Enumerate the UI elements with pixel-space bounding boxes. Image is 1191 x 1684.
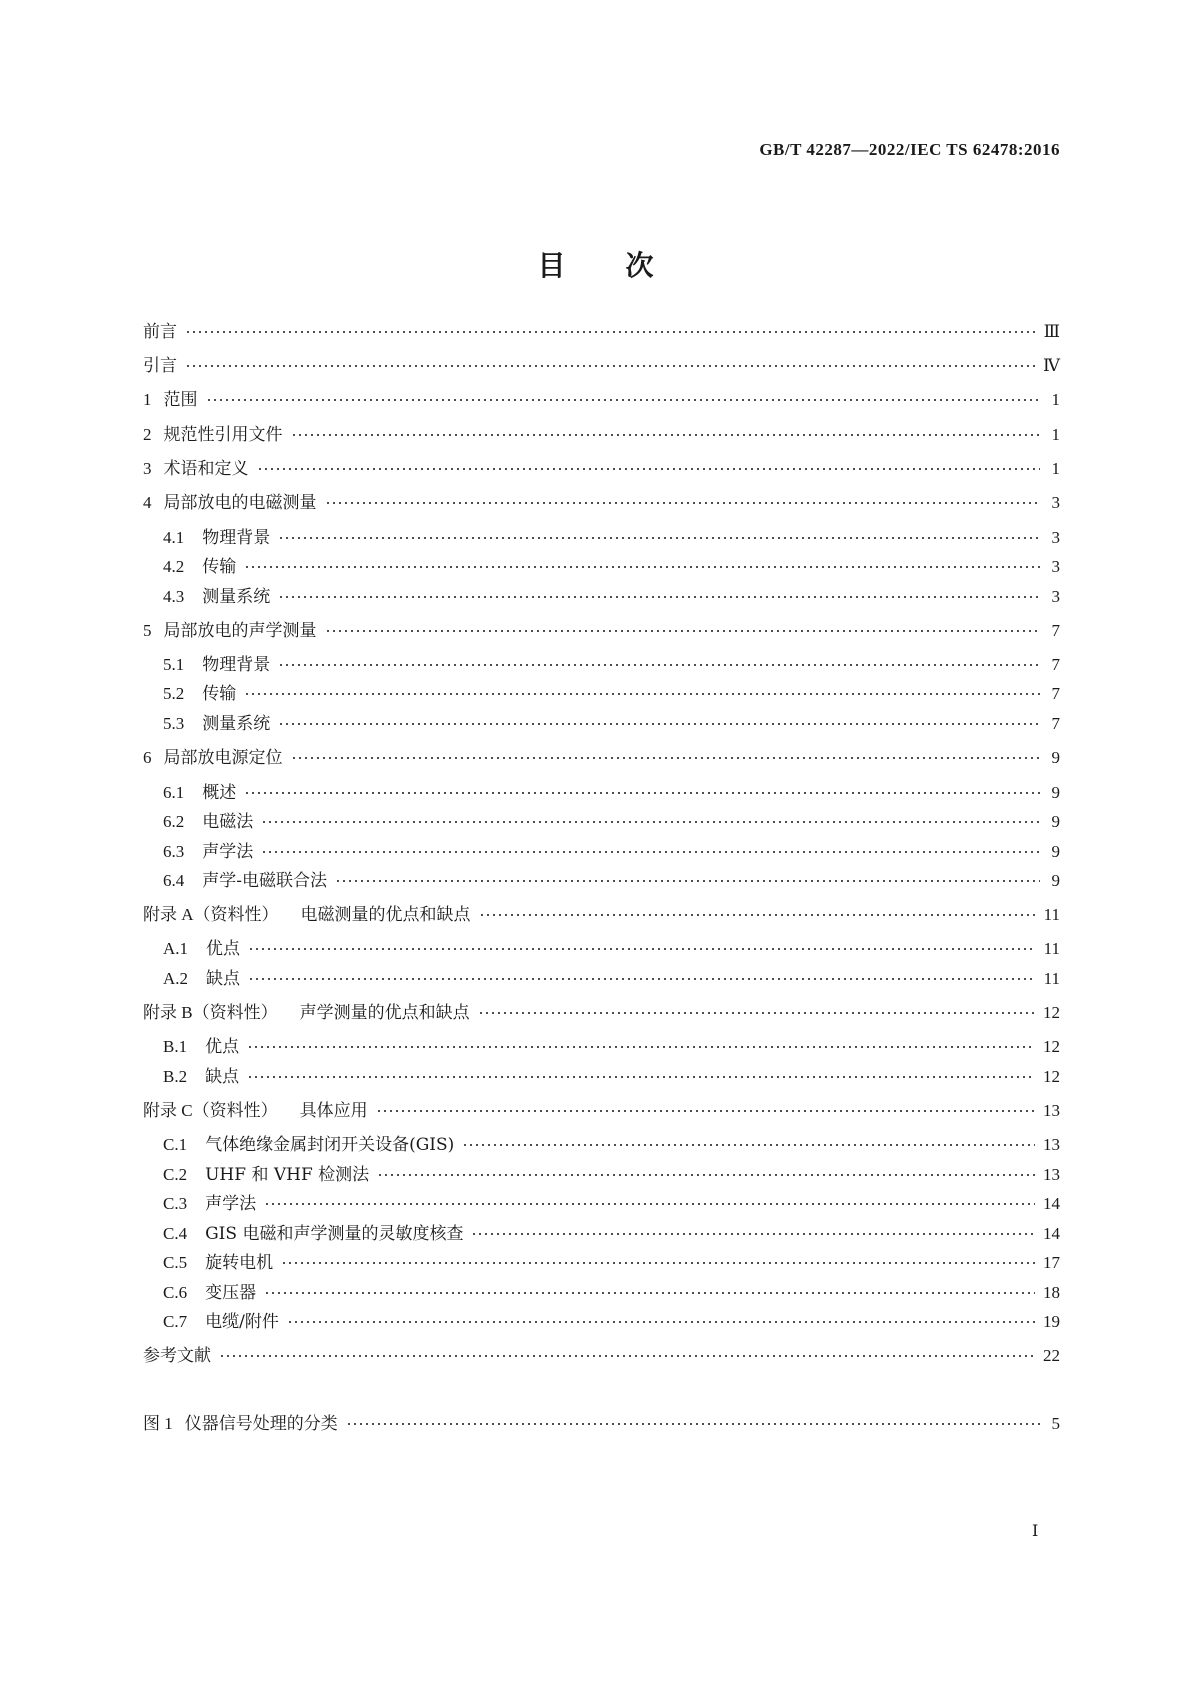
toc-entry-label: 具体应用 [299,1101,368,1121]
toc-entry-figure-1[interactable] [143,1412,1060,1436]
toc-leader [219,1351,1035,1361]
toc-leader [247,1072,1035,1082]
toc-entry-number: 6 [143,748,152,767]
toc-entry-page: 7 [1051,714,1060,733]
toc-entry-label: 物理背景 [202,528,271,548]
toc-entry-page: 17 [1043,1253,1060,1272]
toc-entry-label: 声学法 [202,842,254,862]
toc-entry-page: 13 [1043,1165,1060,1184]
toc-entry-a-2[interactable] [163,967,1060,991]
toc-leader [248,974,1036,984]
toc-entry-page: 9 [1051,748,1060,767]
toc-entry-6-4[interactable] [163,869,1060,893]
toc-entry-c-6[interactable] [163,1281,1060,1305]
toc-entry-number: C.3 [163,1194,188,1213]
toc-leader [264,1288,1035,1298]
toc-entry-page: 9 [1051,842,1060,861]
toc-entry-number: 4.2 [163,557,185,576]
toc-leader [278,719,1040,729]
toc-leader [376,1106,1035,1116]
toc-entry-annex-a[interactable] [143,903,1060,927]
toc-entry-label: 传输 [202,684,237,704]
toc-entry-2[interactable] [143,423,1060,447]
toc-entry-page: 3 [1051,493,1060,512]
toc-leader [278,533,1040,543]
toc-entry-number: B.2 [163,1067,188,1086]
toc-entry-1[interactable] [143,388,1060,412]
toc-entry-page: 3 [1051,528,1060,547]
toc-entry-page: Ⅳ [1043,356,1060,375]
toc-entry-label: 传输 [202,557,237,577]
toc-entry-number: 1 [143,390,152,409]
toc-entry-number: 附录 C（资料性） [143,1101,278,1120]
toc-leader [244,562,1040,572]
toc-entry-page: 14 [1043,1194,1060,1213]
toc-entry-page: 12 [1043,1067,1060,1086]
toc-entry-number: 5 [143,621,152,640]
toc-leader [346,1419,1040,1429]
toc-entry-page: 9 [1051,783,1060,802]
toc-entry-number: 4.3 [163,587,185,606]
toc-leader [261,847,1040,857]
toc-entry-number: 6.4 [163,871,185,890]
toc-entry-label: 气体绝缘金属封闭开关设备(GIS) [205,1135,455,1155]
toc-leader [325,626,1041,636]
toc-entry-label: 优点 [205,1037,240,1057]
toc-entry-4-1[interactable] [163,526,1060,550]
toc-leader [278,592,1040,602]
toc-entry-number: 4.1 [163,528,185,547]
toc-entry-label: 声学法 [205,1194,257,1214]
toc-entry-number: A.1 [163,939,189,958]
toc-entry-label: 前言 [143,322,177,342]
toc-leader [287,1317,1035,1327]
toc-leader [471,1229,1035,1239]
toc-entry-4[interactable] [143,491,1060,515]
toc-entry-label: 概述 [202,783,237,803]
toc-entry-annex-b[interactable] [143,1001,1060,1025]
toc-leader [185,361,1035,371]
toc-entry-3[interactable] [143,457,1060,481]
toc-entry-page: 3 [1051,557,1060,576]
toc-entry-number: 图 1 [143,1414,173,1433]
document-code: GB/T 42287—2022/IEC TS 62478:2016 [759,140,1060,159]
toc-leader [248,944,1036,954]
toc-entry-5-3[interactable] [163,712,1060,736]
toc-entry-c-7[interactable] [163,1310,1060,1334]
toc-entry-6-3[interactable] [163,840,1060,864]
toc-entry-page: 9 [1051,812,1060,831]
toc-entry-page: 9 [1051,871,1060,890]
toc-leader [247,1042,1035,1052]
toc-entry-label: 优点 [206,939,241,959]
toc-entry-label: 局部放电的电磁测量 [163,493,317,513]
toc-leader [325,498,1041,508]
toc-entry-page: 12 [1043,1003,1060,1022]
toc-entry-label: 旋转电机 [205,1253,274,1273]
toc-entry-label: 范围 [163,390,198,410]
toc-leader [206,395,1041,405]
toc-entry-number: 附录 B（资料性） [143,1003,278,1022]
toc-entry-label: 测量系统 [202,587,271,607]
toc-entry-page: 1 [1051,390,1060,409]
toc-leader [462,1140,1035,1150]
toc-entry-5[interactable] [143,619,1060,643]
toc-entry-b-2[interactable] [163,1065,1060,1089]
toc-leader [281,1258,1035,1268]
toc-entry-6-2[interactable] [163,810,1060,834]
toc-entry-c-2[interactable] [163,1163,1060,1187]
toc-entry-label: GIS 电磁和声学测量的灵敏度核查 [205,1224,464,1244]
toc-entry-a-1[interactable] [163,937,1060,961]
toc-entry-label: 声学-电磁联合法 [202,871,327,891]
toc-entry-number: 5.2 [163,684,185,703]
toc-entry-5-1[interactable] [163,653,1060,677]
toc-leader [244,788,1040,798]
toc-entry-label: 电缆/附件 [205,1312,279,1332]
toc-entry-page: 7 [1051,621,1060,640]
toc-entry-number: C.2 [163,1165,188,1184]
toc-entry-4-2[interactable] [163,555,1060,579]
toc-leader [278,660,1040,670]
toc-entry-label: 缺点 [206,969,241,989]
toc-entry-4-3[interactable] [163,585,1060,609]
toc-entry-page: 1 [1051,425,1060,444]
toc-entry-label: 缺点 [205,1067,240,1087]
toc-entry-page: 18 [1043,1283,1060,1302]
toc-entry-page: 12 [1043,1037,1060,1056]
toc-entry-annex-c[interactable] [143,1099,1060,1123]
toc-leader [264,1199,1035,1209]
toc-entry-c-5[interactable] [163,1251,1060,1275]
toc-entry-label: 引言 [143,356,177,376]
toc-entry-page: 22 [1043,1346,1060,1365]
toc-entry-label: 局部放电的声学测量 [163,621,317,641]
toc-entry-page: 7 [1051,655,1060,674]
toc-entry-6[interactable] [143,746,1060,770]
toc-entry-page: 11 [1043,969,1060,988]
toc-entry-label: 物理背景 [202,655,271,675]
toc-entry-6-1[interactable] [163,781,1060,805]
toc-entry-page: 19 [1043,1312,1060,1331]
page-number: Ⅰ [1032,1523,1039,1540]
toc-leader [261,817,1040,827]
toc-entry-page: 13 [1043,1135,1060,1154]
toc-leader [291,753,1041,763]
toc-entry-5-2[interactable] [163,682,1060,706]
toc-entry-label: 电磁法 [202,812,254,832]
toc-entry-label: 规范性引用文件 [163,425,283,445]
toc-leader [479,910,1036,920]
toc-entry-label: 局部放电源定位 [163,748,283,768]
toc-entry-c-1[interactable] [163,1133,1060,1157]
toc-leader [185,327,1036,337]
toc-title-char-2: 次 [625,249,654,282]
toc-entry-number: 附录 A（资料性） [143,905,279,924]
toc-entry-number: 2 [143,425,152,444]
toc-entry-number: B.1 [163,1037,188,1056]
toc-entry-bibliography[interactable] [143,1344,1060,1368]
toc-entry-label: 测量系统 [202,714,271,734]
toc-entry-label: 声学测量的优点和缺点 [299,1003,470,1023]
toc-entry-c-4[interactable] [163,1222,1060,1246]
toc-entry-number: 6.1 [163,783,185,802]
toc-leader [291,430,1041,440]
toc-entry-page: 1 [1051,459,1060,478]
toc-entry-page: 7 [1051,684,1060,703]
toc-entry-page: 11 [1043,905,1060,924]
toc-leader [244,689,1040,699]
toc-entry-number: C.7 [163,1312,188,1331]
toc-title-char-1: 目 [537,249,566,282]
toc-entry-label: UHF 和 VHF 检测法 [205,1165,370,1185]
toc-entry-label: 仪器信号处理的分类 [184,1414,338,1434]
toc-leader [478,1008,1035,1018]
toc-entry-page: 14 [1043,1224,1060,1243]
toc-entry-page: Ⅲ [1043,322,1060,341]
toc-entry-page: 13 [1043,1101,1060,1120]
toc-entry-number: 6.2 [163,812,185,831]
toc-entry-number: C.4 [163,1224,188,1243]
toc-entry-number: C.5 [163,1253,188,1272]
toc-entry-number: C.6 [163,1283,188,1302]
toc-entry-number: A.2 [163,969,189,988]
toc-entry-label: 变压器 [205,1283,257,1303]
toc-entry-c-3[interactable] [163,1192,1060,1216]
toc-entry-page: 5 [1051,1414,1060,1433]
toc-leader [257,464,1041,474]
toc-entry-foreword[interactable] [143,320,1060,344]
toc-entry-number: 6.3 [163,842,185,861]
toc-entry-number: 5.1 [163,655,185,674]
toc-entry-number: 3 [143,459,152,478]
toc-entry-introduction[interactable] [143,354,1060,378]
toc-entry-label: 参考文献 [143,1346,211,1366]
toc-leader [335,876,1040,886]
toc-entry-page: 11 [1043,939,1060,958]
toc-entry-b-1[interactable] [163,1035,1060,1059]
toc-entry-label: 电磁测量的优点和缺点 [300,905,471,925]
toc-leader [377,1170,1035,1180]
toc-entry-label: 术语和定义 [163,459,249,479]
toc-entry-number: C.1 [163,1135,188,1154]
toc-entry-number: 4 [143,493,152,512]
toc-entry-page: 3 [1051,587,1060,606]
toc-title [0,244,1191,284]
toc-entry-number: 5.3 [163,714,185,733]
